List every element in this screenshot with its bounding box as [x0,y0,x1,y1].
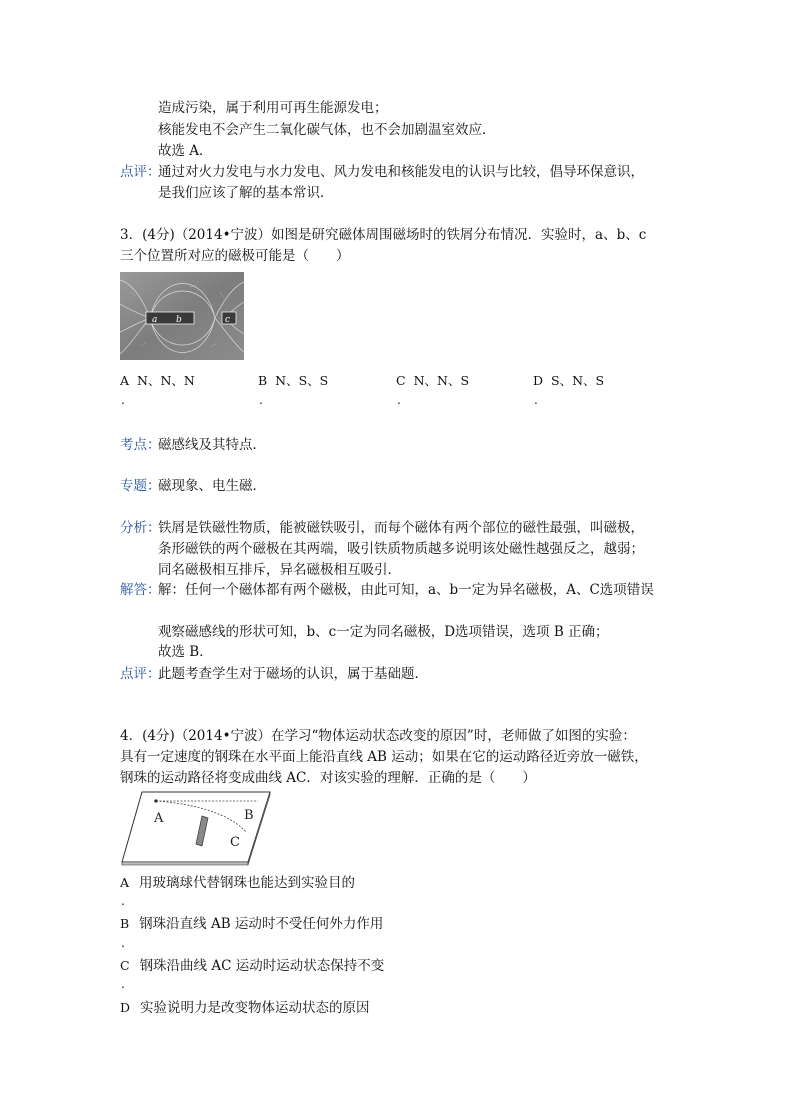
q3-option-a[interactable] [120,372,195,390]
q3-option-d-text: S、N、S [551,373,605,388]
q3-option-d-dot: . [534,393,538,407]
q3-option-b-text: N、S、S [275,373,329,388]
prev-comment-label: 点评： [120,164,161,180]
q4-option-c-text: 钢珠沿曲线 AC 运动时运动状态保持不变 [139,958,385,974]
q3-stem-line-2: 三个位置所对应的磁极可能是（ ） [120,248,350,264]
q3-fenxi-line-1: 铁屑是铁磁性物质，能被磁铁吸引，而每个磁体有两个部位的磁性最强，叫磁极， [158,520,644,536]
q4-option-a-text: 用玻璃球代替钢珠也能达到实验目的 [139,875,356,891]
q3-option-b-dot: . [259,393,263,407]
q4-figure-label-c: C [230,835,240,850]
q4-option-a[interactable] [120,874,355,892]
q4-stem-line-2: 具有一定速度的钢珠在水平面上能沿直线 AB 运动；如果在它的运动路径近旁放一磁铁， [120,749,648,765]
q3-fenxi-label: 分析： [120,520,161,536]
q4-stem-line-3: 钢珠的运动路径将变成曲线 AC．对该实验的理解．正确的是（ ） [120,770,536,786]
q4-steel-ball-magnet-figure [120,788,272,866]
q3-jieda-line-1: 解：任何一个磁体都有两个磁极，由此可知，a、b一定为异名磁极，A、C选项错误 [158,582,654,598]
prev-text-line-1: 造成污染，属于利用可再生能源发电； [158,100,388,116]
q3-option-c-dot: . [397,393,401,407]
q4-option-b-text: 钢珠沿直线 AB 运动时不受任何外力作用 [139,916,384,932]
q3-jieda-label: 解答： [120,582,161,598]
q4-option-a-dot: . [121,894,125,908]
q3-option-a-dot: . [121,393,125,407]
q3-option-a-letter: A [120,373,130,388]
q3-figure-label-b: b [176,315,182,325]
q3-fenxi-line-3: 同名磁极相互排斥，异名磁极相互吸引． [158,562,401,578]
q3-figure-label-a: a [152,315,158,325]
q3-zhuanti-text: 磁现象、电生磁． [158,478,266,494]
q4-figure-label-a: A [154,811,164,826]
q3-dianping-text: 此题考查学生对于磁场的认识，属于基础题． [158,666,428,682]
prev-text-line-2: 核能发电不会产生二氧化碳气体，也不会加剧温室效应． [158,122,496,138]
q4-option-b[interactable] [120,915,383,933]
q4-option-d-text: 实验说明力是改变物体运动状态的原因 [140,1000,370,1016]
q4-option-a-letter: A [120,875,130,890]
q3-fenxi-line-2: 条形磁铁的两个磁极在其两端，吸引铁质物质越多说明该处磁性越强反之，越弱； [158,541,644,557]
prev-comment-line-1: 通过对火力发电与水力发电、风力发电和核能发电的认识与比较，倡导环保意识， [158,164,644,180]
q3-jieda-line-3: 故选 B． [158,644,213,660]
q4-option-d-letter: D [120,1000,131,1015]
q4-option-d[interactable] [120,999,370,1017]
prev-comment-line-2: 是我们应该了解的基本常识． [158,185,334,201]
q3-kaodian-label: 考点： [120,437,161,453]
prev-text-line-3: 故选 A． [158,143,213,159]
q3-zhuanti-label: 专题： [120,478,161,494]
q3-option-c-text: N、N、S [413,373,470,388]
q3-option-c[interactable] [396,372,469,390]
q3-jieda-line-2: 观察磁感线的形状可知，b、c一定为同名磁极，D选项错误，选项 B 正确； [158,624,609,640]
q3-option-b-letter: B [258,373,268,388]
q4-option-b-letter: B [120,916,130,931]
q3-option-d[interactable] [533,372,604,390]
q4-option-c-letter: C [120,958,130,973]
q4-stem-line-1: 4．(4分)（2014•宁波）在学习“物体运动状态改变的原因”时，老师做了如图的实验： [120,728,636,744]
q3-option-c-letter: C [396,373,406,388]
q3-option-b[interactable] [258,372,328,390]
q4-option-b-dot: . [121,936,125,950]
q3-option-a-text: N、N、N [137,373,195,388]
q3-figure-label-c: c [225,315,231,325]
q3-stem-line-1: 3．(4分)（2014•宁波）如图是研究磁体周围磁场时的铁屑分布情况．实验时，a、b、c [120,227,647,243]
q3-magnet-iron-filings-figure [120,272,244,360]
q4-option-c[interactable] [120,957,384,975]
q4-figure-label-b: B [244,808,254,823]
q3-option-d-letter: D [533,373,544,388]
q3-kaodian-text: 磁感线及其特点． [158,437,266,453]
q4-option-c-dot: . [121,977,125,991]
q3-dianping-label: 点评： [120,666,161,682]
